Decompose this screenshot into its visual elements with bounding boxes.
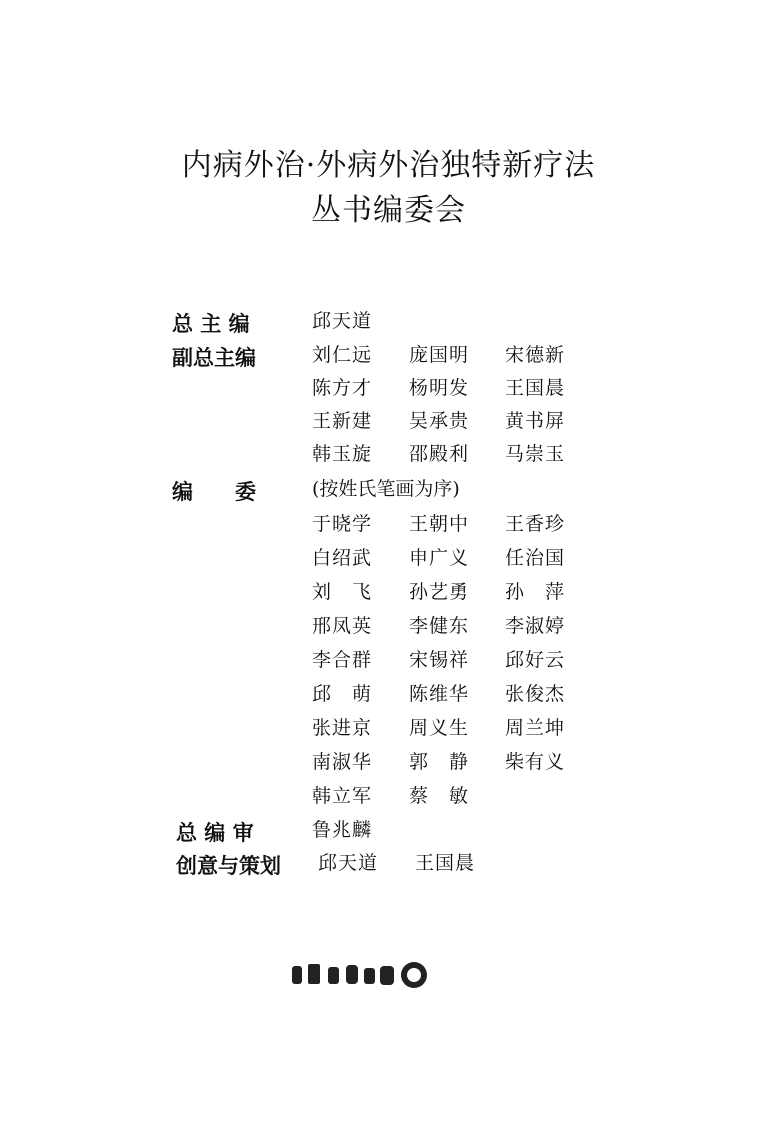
deputy-name: 王新建 [312,410,373,432]
deputy-name: 杨明发 [409,377,470,399]
committee-name: 柴有义 [505,751,566,773]
committee-name: 邢凤英 [312,615,373,637]
creative-planning-name: 王国晨 [415,852,476,874]
committee-name: 孙艺勇 [409,581,470,603]
committee-name: 邱 萌 [312,683,373,705]
committee-name: 于晓学 [312,513,373,535]
committee-name: 申广义 [409,547,470,569]
committee-label: 编 委 [172,480,256,504]
committee-name: 周兰坤 [505,717,566,739]
deputy-name: 吴承贵 [409,410,470,432]
committee-name: 刘 飞 [312,581,373,603]
committee-name: 陈维华 [409,683,470,705]
committee-name: 蔡 敏 [409,785,470,807]
committee-name: 王朝中 [409,513,470,535]
committee-name: 任治国 [505,547,566,569]
book-series-title: 内病外治·外病外治独特新疗法 [181,148,596,183]
committee-name: 李淑婷 [505,615,566,637]
committee-name: 白绍武 [312,547,373,569]
committee-name: 李健东 [409,615,470,637]
chief-reviewer-label: 总 编 审 [176,821,254,845]
deputy-name: 王国晨 [505,377,566,399]
committee-name: 周义生 [409,717,470,739]
creative-planning-label: 创意与策划 [176,854,281,878]
deputy-name: 庞国明 [409,344,470,366]
chief-reviewer-name: 鲁兆麟 [312,819,373,841]
editor-in-chief-name: 邱天道 [312,310,373,332]
deputy-name: 马崇玉 [505,443,566,465]
deputy-name: 陈方才 [312,377,373,399]
editor-in-chief-label: 总 主 编 [172,312,250,336]
committee-name: 王香珍 [505,513,566,535]
deputy-name: 韩玉旋 [312,443,373,465]
deputy-name: 黄书屏 [505,410,566,432]
deputy-name: 邵殿利 [409,443,470,465]
committee-name: 张俊杰 [505,683,566,705]
deputy-name: 刘仁远 [312,344,373,366]
committee-name: 孙 萍 [505,581,566,603]
committee-ordering-note: (按姓氏笔画为序) [312,478,460,500]
committee-name: 宋锡祥 [409,649,470,671]
committee-name: 李合群 [312,649,373,671]
committee-name: 邱好云 [505,649,566,671]
library-stamp-icon [288,958,448,992]
committee-heading: 丛书编委会 [311,193,466,228]
committee-name: 南淑华 [312,751,373,773]
creative-planning-name: 邱天道 [318,852,379,874]
committee-name: 郭 静 [409,751,470,773]
committee-name: 韩立军 [312,785,373,807]
deputy-editors-label: 副总主编 [172,346,256,370]
committee-name: 张进京 [312,717,373,739]
deputy-name: 宋德新 [505,344,566,366]
